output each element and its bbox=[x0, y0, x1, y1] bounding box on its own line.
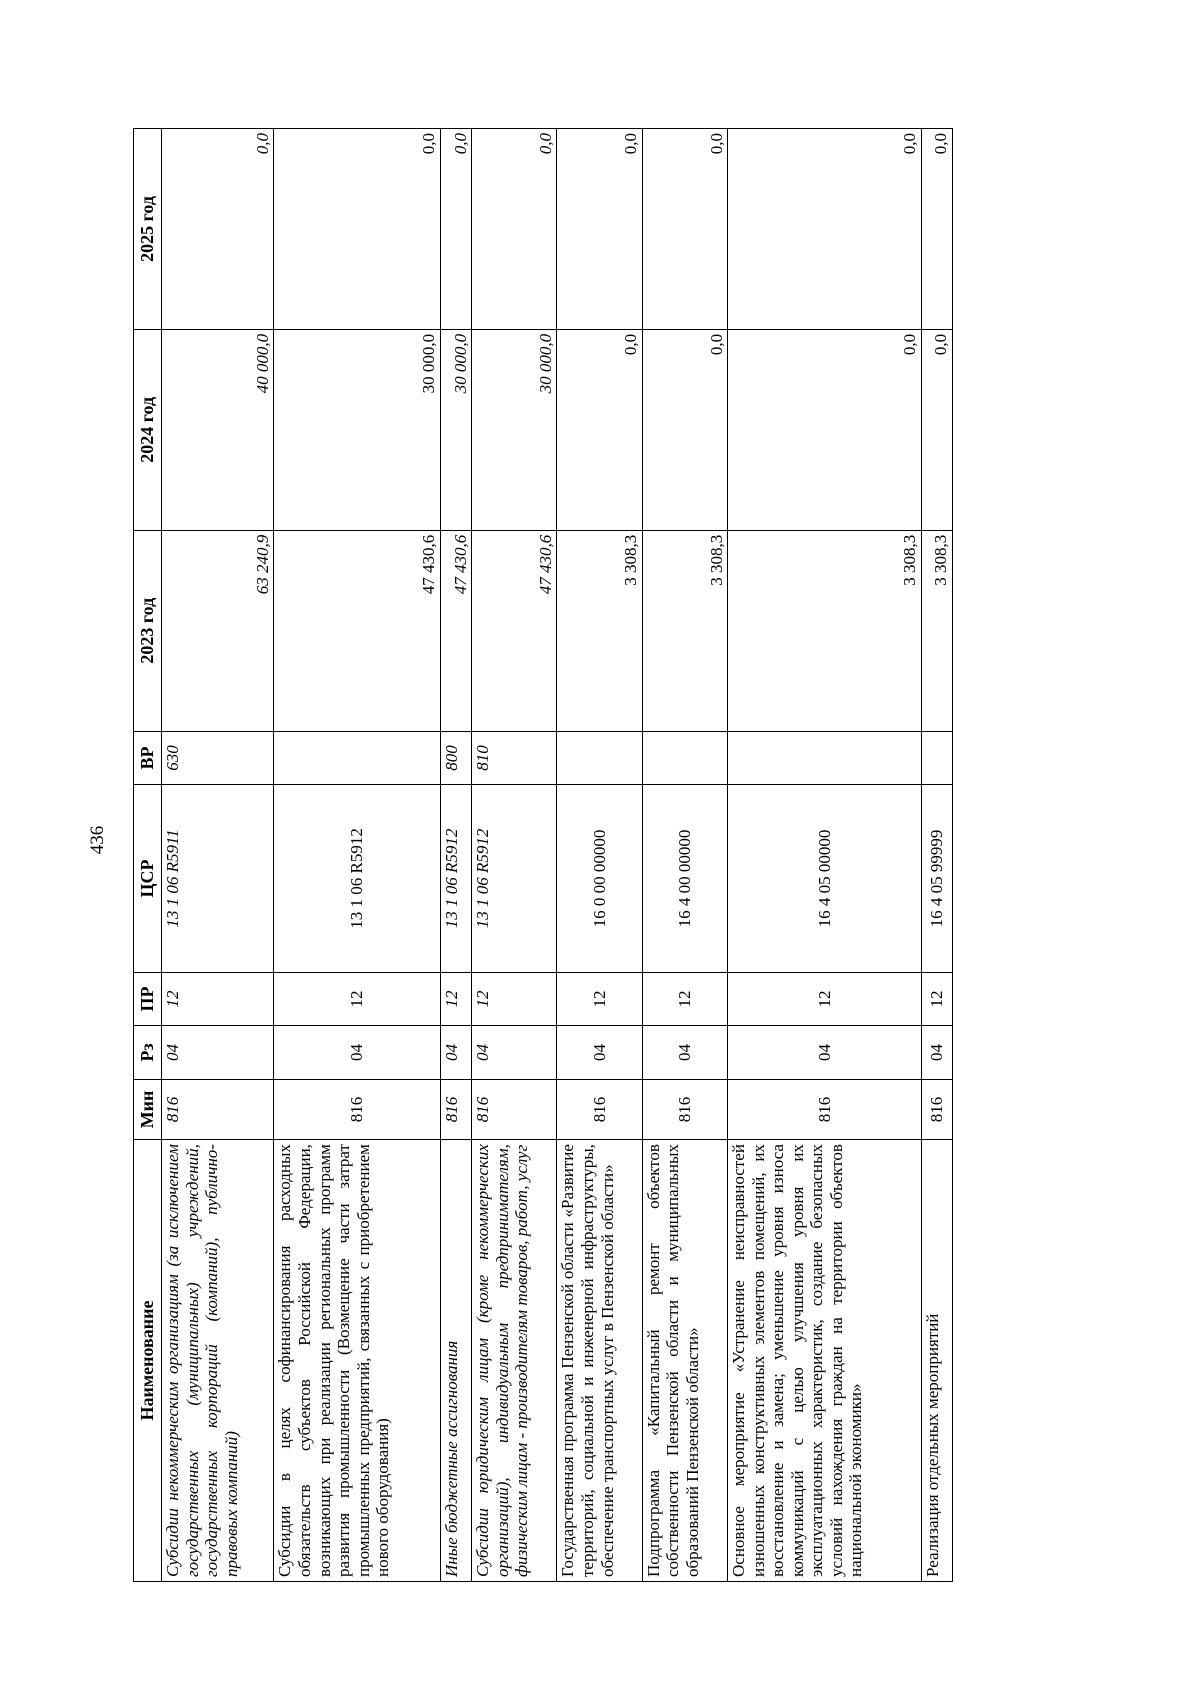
row-vr: 800 bbox=[440, 731, 471, 785]
table-row bbox=[728, 129, 922, 1582]
page-number: 436 bbox=[87, 825, 108, 855]
row-2023: 3 308,3 bbox=[557, 530, 642, 731]
budget-table-rotated bbox=[133, 128, 953, 1582]
table-row bbox=[162, 129, 274, 1582]
row-2023: 3 308,3 bbox=[642, 530, 727, 731]
row-csr: 13 1 06 R5912 bbox=[472, 785, 557, 972]
row-2025: 0,0 bbox=[557, 129, 642, 330]
row-vr: 810 bbox=[472, 731, 557, 785]
table-row bbox=[921, 129, 952, 1582]
row-name: Основное мероприятие «Устранение неисправностей изношенных конструктивных элементов помещений, их восстановление и замена; уменьшение уровня износа коммуникаций с целью улучшения уровня их эксплуатационных характеристик, создание безопасных условий нахождения граждан на территории объектов национальной экономики» bbox=[728, 1140, 922, 1582]
budget-table bbox=[133, 128, 953, 1582]
header-2024: 2024 год bbox=[134, 329, 162, 530]
row-rz: 04 bbox=[728, 1026, 922, 1080]
row-name: Субсидии в целях софинансирования расходных обязательств субъектов Российской Федерации, возникающих при реализации региональных программ развития промышленности (Возмещение части затрат промышленных предприятий, связанных с приобретением нового оборудования) bbox=[274, 1140, 441, 1582]
row-min: 816 bbox=[472, 1079, 557, 1139]
row-2024: 30 000,0 bbox=[472, 329, 557, 530]
row-rz: 04 bbox=[162, 1026, 274, 1080]
row-vr: 630 bbox=[162, 731, 274, 785]
row-2024: 0,0 bbox=[557, 329, 642, 530]
row-name: Субсидии некоммерческим организациям (за исключением государственных (муниципальных) учреждений, государственных корпораций (компаний), публично-правовых компаний) bbox=[162, 1140, 274, 1582]
row-min: 816 bbox=[274, 1079, 441, 1139]
row-rz: 04 bbox=[921, 1026, 952, 1080]
row-2025: 0,0 bbox=[921, 129, 952, 330]
row-2025: 0,0 bbox=[728, 129, 922, 330]
row-csr: 16 0 00 00000 bbox=[557, 785, 642, 972]
row-vr bbox=[728, 731, 922, 785]
row-min: 816 bbox=[162, 1079, 274, 1139]
row-2025: 0,0 bbox=[440, 129, 471, 330]
row-min: 816 bbox=[921, 1079, 952, 1139]
header-2023: 2023 год bbox=[134, 530, 162, 731]
row-pr: 12 bbox=[274, 972, 441, 1026]
row-name: Субсидии юридическим лицам (кроме некоммерческих организаций), индивидуальным предпринимателям, физическим лицам - производителям товаров, работ, услуг bbox=[472, 1140, 557, 1582]
row-2023: 47 430,6 bbox=[440, 530, 471, 731]
header-vr: ВР bbox=[134, 731, 162, 785]
row-vr bbox=[921, 731, 952, 785]
row-name: Реализация отдельных мероприятий bbox=[921, 1140, 952, 1582]
row-2024: 0,0 bbox=[642, 329, 727, 530]
row-pr: 12 bbox=[557, 972, 642, 1026]
row-2025: 0,0 bbox=[162, 129, 274, 330]
header-name: Наименование bbox=[134, 1140, 162, 1582]
row-2025: 0,0 bbox=[642, 129, 727, 330]
table-row bbox=[557, 129, 642, 1582]
row-name: Иные бюджетные ассигнования bbox=[440, 1140, 471, 1582]
header-csr: ЦСР bbox=[134, 785, 162, 972]
row-2023: 63 240,9 bbox=[162, 530, 274, 731]
header-min: Мин bbox=[134, 1079, 162, 1139]
header-rz: Рз bbox=[134, 1026, 162, 1080]
row-2024: 30 000,0 bbox=[440, 329, 471, 530]
table-row bbox=[472, 129, 557, 1582]
row-min: 816 bbox=[557, 1079, 642, 1139]
row-min: 816 bbox=[440, 1079, 471, 1139]
table-row bbox=[274, 129, 441, 1582]
row-pr: 12 bbox=[728, 972, 922, 1026]
row-csr: 16 4 00 00000 bbox=[642, 785, 727, 972]
row-name: Государственная программа Пензенской области «Развитие территорий, социальной и инженерной инфраструктуры, обеспечение транспортных услуг в Пензенской области» bbox=[557, 1140, 642, 1582]
row-pr: 12 bbox=[921, 972, 952, 1026]
row-rz: 04 bbox=[642, 1026, 727, 1080]
row-2023: 47 430,6 bbox=[472, 530, 557, 731]
row-csr: 13 1 06 R5912 bbox=[274, 785, 441, 972]
row-name: Подпрограмма «Капитальный ремонт объектов собственности Пензенской области и муниципальных образований Пензенской области» bbox=[642, 1140, 727, 1582]
row-csr: 13 1 06 R5912 bbox=[440, 785, 471, 972]
row-2023: 3 308,3 bbox=[728, 530, 922, 731]
row-2024: 0,0 bbox=[728, 329, 922, 530]
row-2024: 30 000,0 bbox=[274, 329, 441, 530]
row-vr bbox=[642, 731, 727, 785]
row-vr bbox=[557, 731, 642, 785]
row-2024: 40 000,0 bbox=[162, 329, 274, 530]
row-pr: 12 bbox=[472, 972, 557, 1026]
header-2025: 2025 год bbox=[134, 129, 162, 330]
row-pr: 12 bbox=[440, 972, 471, 1026]
row-csr: 16 4 05 99999 bbox=[921, 785, 952, 972]
row-pr: 12 bbox=[642, 972, 727, 1026]
row-2025: 0,0 bbox=[472, 129, 557, 330]
row-min: 816 bbox=[728, 1079, 922, 1139]
row-2025: 0,0 bbox=[274, 129, 441, 330]
row-rz: 04 bbox=[274, 1026, 441, 1080]
row-rz: 04 bbox=[440, 1026, 471, 1080]
row-min: 816 bbox=[642, 1079, 727, 1139]
row-rz: 04 bbox=[557, 1026, 642, 1080]
row-2023: 3 308,3 bbox=[921, 530, 952, 731]
header-pr: ПР bbox=[134, 972, 162, 1026]
row-vr bbox=[274, 731, 441, 785]
table-row bbox=[642, 129, 727, 1582]
row-2023: 47 430,6 bbox=[274, 530, 441, 731]
table-header-row bbox=[134, 129, 162, 1582]
row-2024: 0,0 bbox=[921, 329, 952, 530]
row-csr: 13 1 06 R5911 bbox=[162, 785, 274, 972]
row-csr: 16 4 05 00000 bbox=[728, 785, 922, 972]
table-row bbox=[440, 129, 471, 1582]
row-pr: 12 bbox=[162, 972, 274, 1026]
row-rz: 04 bbox=[472, 1026, 557, 1080]
